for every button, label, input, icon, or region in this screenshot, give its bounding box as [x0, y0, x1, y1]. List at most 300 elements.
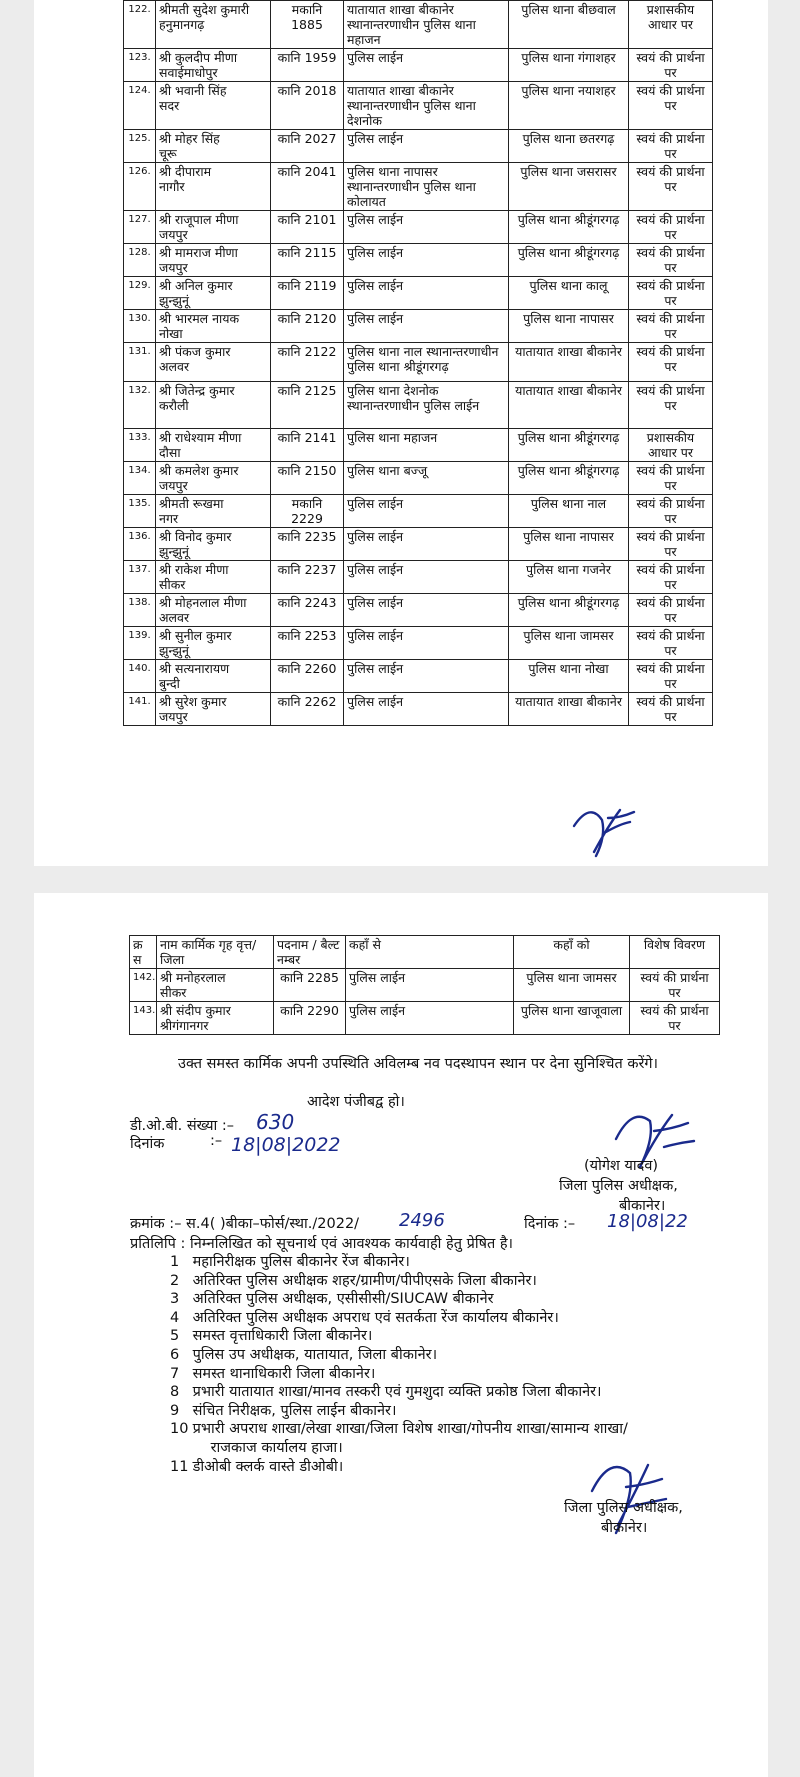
table-row: [124, 528, 713, 561]
personnel-name: श्री विनोद कुमार: [159, 529, 232, 544]
from-location: पुलिस लाईन: [344, 130, 509, 163]
header-to: कहॉं को: [514, 936, 630, 969]
personnel-cell: [156, 462, 271, 495]
personnel-name: श्री मामराज मीणा: [159, 245, 238, 260]
post: कानि: [280, 970, 304, 985]
personnel-name: श्री सत्यनारायण: [159, 661, 230, 676]
personnel-cell: [156, 627, 271, 660]
serial-number: 125.: [124, 130, 156, 163]
remark: स्वयं की प्रार्थना पर: [629, 627, 713, 660]
post: कानि: [277, 245, 301, 260]
post: कानि: [277, 212, 301, 227]
to-location: पुलिस थाना नापासर: [509, 310, 629, 343]
copy-item-number: 11: [170, 1458, 189, 1475]
personnel-name: श्री राजूपाल मीणा: [159, 212, 239, 227]
post-cell: [271, 627, 344, 660]
personnel-name: श्री मोहर सिंह: [159, 131, 220, 146]
serial-number: 122.: [124, 1, 156, 49]
table-row: [124, 660, 713, 693]
copy-item-number: 7: [170, 1365, 180, 1382]
table-row: [124, 495, 713, 528]
home-district: बुन्दी: [159, 676, 180, 691]
to-location: पुलिस थाना नयाशहर: [509, 82, 629, 130]
table-row: [124, 211, 713, 244]
reference-number: 2496: [399, 1210, 445, 1231]
instruction-text: उक्त समस्त कार्मिक अपनी उपस्थिति अविलम्ब नव पदस्थापन स्थान पर देना सुनिश्चित करेंगे।: [178, 1056, 659, 1072]
to-location: पुलिस थाना श्रीडूंगरगढ़: [509, 429, 629, 462]
personnel-cell: [156, 495, 271, 528]
serial-number: 133.: [124, 429, 156, 462]
document-page-1: [34, 0, 768, 866]
post-cell: [274, 1002, 346, 1035]
personnel-cell: [156, 211, 271, 244]
from-location: यातायात शाखा बीकानेर स्थानान्तरणाधीन पुलिस थाना देशनोक: [344, 82, 509, 130]
home-district: सीकर: [159, 577, 186, 592]
copy-item-text: डीओबी क्लर्क वास्ते डीओबी।: [192, 1458, 344, 1475]
post-cell: [271, 693, 344, 726]
table-row: [124, 561, 713, 594]
belt-number: 2115: [304, 245, 337, 260]
remark: स्वयं की प्रार्थना पर: [629, 462, 713, 495]
remark: स्वयं की प्रार्थना पर: [629, 244, 713, 277]
copy-signer-place: बीकानेर।: [601, 1520, 648, 1536]
copy-item-text: समस्त थानाधिकारी जिला बीकानेर।: [192, 1365, 376, 1382]
personnel-cell: [156, 244, 271, 277]
copy-item-text: महानिरीक्षक पुलिस बीकानेर रेंज बीकानेर।: [192, 1254, 410, 1270]
serial-number: 123.: [124, 49, 156, 82]
serial-number: 124.: [124, 82, 156, 130]
personnel-cell: [157, 1002, 274, 1035]
reference-number-label: क्रमांक :– स.4( )बीका–फोर्स/स्था./2022/: [130, 1216, 360, 1232]
remark: स्वयं की प्रार्थना पर: [630, 969, 720, 1002]
dob-label: डी.ओ.बी. संख्या :–: [130, 1118, 235, 1134]
serial-number: 137.: [124, 561, 156, 594]
personnel-name: श्री अनिल कुमार: [159, 278, 233, 293]
post-cell: [271, 660, 344, 693]
personnel-name: श्री राधेश्याम मीणा: [159, 430, 242, 445]
date-label: दिनांक: [130, 1136, 165, 1152]
belt-number: 2229: [291, 511, 323, 526]
post-cell: [271, 528, 344, 561]
copy-item-number: 5: [170, 1328, 180, 1345]
from-location: पुलिस थाना नापासर स्थानान्तरणाधीन पुलिस थाना कोलायत: [344, 163, 509, 211]
table-row: [124, 130, 713, 163]
home-district: झुन्झुनूं: [159, 544, 189, 559]
post: मकानि: [291, 496, 323, 511]
remark: स्वयं की प्रार्थना पर: [629, 343, 713, 382]
from-location: पुलिस थाना नाल स्थानान्तरणाधीन पुलिस थाना श्रीडूंगरगढ़: [344, 343, 509, 382]
copy-item-number: 6: [170, 1347, 180, 1363]
to-location: पुलिस थाना नापासर: [509, 528, 629, 561]
personnel-name: श्री मोहनलाल मीणा: [159, 595, 247, 610]
order-date: 18|08|2022: [231, 1134, 341, 1156]
remark: स्वयं की प्रार्थना पर: [629, 130, 713, 163]
from-location: पुलिस लाईन: [344, 561, 509, 594]
table-row: [124, 627, 713, 660]
serial-number: 128.: [124, 244, 156, 277]
belt-number: 2119: [304, 278, 337, 293]
copy-list-item: [170, 1418, 628, 1438]
from-location: पुलिस लाईन: [344, 495, 509, 528]
copy-signer-title: जिला पुलिस अधीक्षक,: [564, 1500, 683, 1516]
remark: स्वयं की प्रार्थना पर: [629, 49, 713, 82]
to-location: यातायात शाखा बीकानेर: [509, 343, 629, 382]
home-district: नागौर: [159, 179, 185, 194]
to-location: पुलिस थाना नाल: [509, 495, 629, 528]
to-location: पुलिस थाना जामसर: [509, 627, 629, 660]
signature-mark-1: [562, 796, 652, 860]
table-row: [124, 277, 713, 310]
home-district: दौसा: [159, 445, 181, 460]
copy-item-text: अतिरिक्त पुलिस अधीक्षक शहर/ग्रामीण/पीपीएसके जिला बीकानेर।: [192, 1272, 537, 1289]
remark: स्वयं की प्रार्थना पर: [629, 594, 713, 627]
to-location: पुलिस थाना नोखा: [509, 660, 629, 693]
from-location: यातायात शाखा बीकानेर स्थानान्तरणाधीन पुलिस थाना महाजन: [344, 1, 509, 49]
table-row: [124, 82, 713, 130]
personnel-name: श्री सुनील कुमार: [159, 628, 232, 643]
from-location: पुलिस लाईन: [344, 277, 509, 310]
to-location: पुलिस थाना जसरासर: [509, 163, 629, 211]
copy-item-number: 2: [170, 1272, 180, 1289]
personnel-name: श्री भवानी सिंह: [159, 83, 227, 98]
belt-number: 2243: [304, 595, 337, 610]
belt-number: 2290: [307, 1003, 339, 1018]
serial-number: 131.: [124, 343, 156, 382]
copy-item-number: 8: [170, 1384, 180, 1401]
copy-item-text: प्रभारी यातायात शाखा/मानव तस्करी एवं गुमशुदा व्यक्ति प्रकोष्ठ जिला बीकानेर।: [192, 1384, 602, 1401]
post-cell: [271, 211, 344, 244]
table-row: [124, 163, 713, 211]
table-row: [124, 382, 713, 429]
to-location: पुलिस थाना जामसर: [514, 969, 630, 1002]
personnel-name: श्रीमती रूखमा: [159, 496, 224, 511]
serial-number: 126.: [124, 163, 156, 211]
serial-number: 135.: [124, 495, 156, 528]
post-cell: [271, 310, 344, 343]
header-sn: क्र स: [130, 936, 157, 969]
personnel-cell: [156, 277, 271, 310]
serial-number: 139.: [124, 627, 156, 660]
personnel-cell: [156, 82, 271, 130]
belt-number: 2101: [304, 212, 337, 227]
home-district: अलवर: [159, 359, 190, 374]
remark: प्रशासकीय आधार पर: [629, 429, 713, 462]
post-cell: [274, 969, 346, 1002]
post-cell: [271, 277, 344, 310]
home-district: सीकर: [160, 985, 187, 1000]
post: कानि: [277, 628, 301, 643]
to-location: पुलिस थाना श्रीडूंगरगढ़: [509, 244, 629, 277]
table-row: [124, 462, 713, 495]
remark: स्वयं की प्रार्थना पर: [629, 310, 713, 343]
post: कानि: [280, 1003, 304, 1018]
copy-item-text: अतिरिक्त पुलिस अधीक्षक अपराध एवं सतर्कता रेंज कार्यालय बीकानेर।: [192, 1309, 559, 1326]
home-district: जयपुर: [159, 709, 188, 724]
home-district: श्रीगंगानगर: [160, 1018, 209, 1033]
home-district: जयपुर: [159, 227, 188, 242]
personnel-name: श्री मनोहरलाल: [160, 970, 226, 985]
personnel-name: श्री भारमल नायक: [159, 311, 240, 326]
table-row: [124, 343, 713, 382]
copy-item-text: समस्त वृत्ताधिकारी जिला बीकानेर।: [192, 1328, 373, 1345]
from-location: पुलिस लाईन: [344, 49, 509, 82]
home-district: जयपुर: [159, 260, 188, 275]
personnel-cell: [156, 130, 271, 163]
remark: स्वयं की प्रार्थना पर: [629, 660, 713, 693]
serial-number: 142.: [130, 969, 157, 1002]
copy-item-number: 1: [170, 1254, 180, 1270]
to-location: पुलिस थाना गजनेर: [509, 561, 629, 594]
to-location: यातायात शाखा बीकानेर: [509, 382, 629, 429]
post: कानि: [277, 562, 301, 577]
table-row: [124, 310, 713, 343]
personnel-cell: [156, 163, 271, 211]
serial-number: 127.: [124, 211, 156, 244]
post: कानि: [277, 344, 301, 359]
belt-number: 2141: [304, 430, 337, 445]
document-page-2: [34, 893, 768, 1777]
belt-number: 2235: [304, 529, 337, 544]
post: कानि: [277, 311, 301, 326]
belt-number: 2041: [304, 164, 337, 179]
post-cell: [271, 244, 344, 277]
home-district: चूरू: [159, 146, 177, 161]
home-district: जयपुर: [159, 478, 188, 493]
copy-list-item: [170, 1307, 559, 1327]
serial-number: 138.: [124, 594, 156, 627]
personnel-name: श्री संदीप कुमार: [160, 1003, 231, 1018]
home-district: करौली: [159, 398, 189, 413]
post: मकानि: [291, 2, 323, 17]
header-post: पदनाम / बैल्ट नम्बर: [274, 936, 346, 969]
belt-number: 2262: [304, 694, 337, 709]
post-cell: [271, 130, 344, 163]
remark: स्वयं की प्रार्थना पर: [629, 382, 713, 429]
home-district: अलवर: [159, 610, 190, 625]
post-cell: [271, 1, 344, 49]
from-location: पुलिस लाईन: [344, 693, 509, 726]
belt-number: 2018: [304, 83, 337, 98]
post: कानि: [277, 278, 301, 293]
post-cell: [271, 343, 344, 382]
copy-list-item: [170, 1363, 375, 1383]
belt-number: 2125: [304, 383, 337, 398]
remark: स्वयं की प्रार्थना पर: [630, 1002, 720, 1035]
table-row: [124, 693, 713, 726]
post-cell: [271, 82, 344, 130]
serial-number: 130.: [124, 310, 156, 343]
header-remark: विशेष विवरण: [630, 936, 720, 969]
personnel-cell: [156, 693, 271, 726]
post-cell: [271, 163, 344, 211]
personnel-name: श्री कुलदीप मीणा: [159, 50, 238, 65]
belt-number: 2237: [304, 562, 337, 577]
copy-item-text: प्रभारी अपराध शाखा/लेखा शाखा/जिला विशेष शाखा/गोपनीय शाखा/सामान्य शाखा/: [192, 1421, 628, 1438]
post: कानि: [277, 83, 301, 98]
post: कानि: [277, 164, 301, 179]
copy-item-text: राजकाज कार्यालय हाजा।: [210, 1440, 343, 1456]
home-district: नगर: [159, 511, 179, 526]
to-location: यातायात शाखा बीकानेर: [509, 693, 629, 726]
post-cell: [271, 594, 344, 627]
home-district: झुन्झुनूं: [159, 643, 189, 658]
post: कानि: [277, 694, 301, 709]
personnel-cell: [156, 49, 271, 82]
from-location: पुलिस लाईन: [346, 969, 514, 1002]
remark: प्रशासकीय आधार पर: [629, 1, 713, 49]
from-location: पुलिस थाना महाजन: [344, 429, 509, 462]
copy-list-item: [170, 1381, 602, 1401]
to-location: पुलिस थाना श्रीडूंगरगढ़: [509, 462, 629, 495]
serial-number: 140.: [124, 660, 156, 693]
to-location: पुलिस थाना श्रीडूंगरगढ़: [509, 594, 629, 627]
belt-number: 2260: [304, 661, 337, 676]
remark: स्वयं की प्रार्थना पर: [629, 211, 713, 244]
copy-list-item: [188, 1437, 343, 1457]
personnel-cell: [156, 528, 271, 561]
to-location: पुलिस थाना बीछवाल: [509, 1, 629, 49]
to-location: पुलिस थाना छतरगढ़: [509, 130, 629, 163]
register-note: आदेश पंजीबद्व हो।: [307, 1094, 405, 1110]
copy-list-item: [170, 1251, 410, 1271]
from-location: पुलिस लाईन: [344, 244, 509, 277]
copy-list-item: [170, 1325, 372, 1345]
personnel-cell: [156, 310, 271, 343]
personnel-name: श्री कमलेश कुमार: [159, 463, 239, 478]
from-location: पुलिस लाईन: [344, 594, 509, 627]
remark: स्वयं की प्रार्थना पर: [629, 693, 713, 726]
serial-number: 134.: [124, 462, 156, 495]
remark: स्वयं की प्रार्थना पर: [629, 495, 713, 528]
from-location: पुलिस लाईन: [344, 660, 509, 693]
personnel-cell: [156, 429, 271, 462]
post-cell: [271, 462, 344, 495]
personnel-name: श्रीमती सुदेश कुमारी: [159, 2, 250, 17]
copy-list-item: [170, 1456, 343, 1476]
remark: स्वयं की प्रार्थना पर: [629, 82, 713, 130]
personnel-name: श्री जितेन्द्र कुमार: [159, 383, 235, 398]
serial-number: 143.: [130, 1002, 157, 1035]
from-location: पुलिस लाईन: [346, 1002, 514, 1035]
personnel-name: श्री राकेश मीणा: [159, 562, 229, 577]
belt-number: 2027: [304, 131, 337, 146]
home-district: हनुमानगढ़: [159, 17, 205, 32]
reference-date-label: दिनांक :–: [524, 1216, 576, 1232]
remark: स्वयं की प्रार्थना पर: [629, 528, 713, 561]
belt-number: 1959: [304, 50, 337, 65]
home-district: नोखा: [159, 326, 183, 341]
to-location: पुलिस थाना श्रीडूंगरगढ़: [509, 211, 629, 244]
copy-item-text: अतिरिक्त पुलिस अधीक्षक, एसीसीसी/SIUCAW बीकानेर: [192, 1291, 494, 1308]
from-location: पुलिस थाना बज्जू: [344, 462, 509, 495]
belt-number: 2253: [304, 628, 337, 643]
post: कानि: [277, 383, 301, 398]
date-separator: :–: [210, 1133, 223, 1149]
to-location: पुलिस थाना कालू: [509, 277, 629, 310]
copy-item-number: 4: [170, 1309, 180, 1326]
personnel-cell: [156, 382, 271, 429]
serial-number: 132.: [124, 382, 156, 429]
belt-number: 2120: [304, 311, 337, 326]
copy-list-item: [170, 1400, 396, 1420]
reference-date: 18|08|22: [607, 1211, 688, 1232]
table-row: [124, 49, 713, 82]
remark: स्वयं की प्रार्थना पर: [629, 277, 713, 310]
signer-place: बीकानेर।: [619, 1198, 666, 1214]
remark: स्वयं की प्रार्थना पर: [629, 163, 713, 211]
home-district: सदर: [159, 98, 180, 113]
personnel-cell: [156, 660, 271, 693]
copy-item-text: संचित निरीक्षक, पुलिस लाईन बीकानेर।: [192, 1402, 397, 1419]
table-row: [124, 1, 713, 49]
post: कानि: [277, 529, 301, 544]
signer-title: जिला पुलिस अधीक्षक,: [559, 1178, 678, 1194]
serial-number: 141.: [124, 693, 156, 726]
table-row: [124, 429, 713, 462]
table-row: [124, 244, 713, 277]
post: कानि: [277, 50, 301, 65]
copy-list-item: [170, 1288, 494, 1308]
copy-list-item: [170, 1270, 537, 1290]
signer-name: (योगेश यादव): [584, 1158, 659, 1174]
to-location: पुलिस थाना गंगाशहर: [509, 49, 629, 82]
personnel-name: श्री सुरेश कुमार: [159, 694, 227, 709]
post: कानि: [277, 463, 301, 478]
table-header-row: [130, 936, 720, 969]
home-district: सवाईमाधोपुर: [159, 65, 218, 80]
from-location: पुलिस लाईन: [344, 310, 509, 343]
post: कानि: [277, 131, 301, 146]
table-row: [130, 969, 720, 1002]
copy-item-number: 3: [170, 1291, 180, 1308]
post-cell: [271, 429, 344, 462]
post: कानि: [277, 430, 301, 445]
personnel-cell: [156, 561, 271, 594]
home-district: झुन्झुनूं: [159, 293, 189, 308]
serial-number: 136.: [124, 528, 156, 561]
transfer-table-1: [123, 0, 713, 726]
belt-number: 2285: [307, 970, 339, 985]
belt-number: 2150: [304, 463, 337, 478]
to-location: पुलिस थाना खाजूवाला: [514, 1002, 630, 1035]
post-cell: [271, 561, 344, 594]
belt-number: 2122: [304, 344, 337, 359]
post-cell: [271, 49, 344, 82]
personnel-cell: [156, 343, 271, 382]
copy-item-number: 9: [170, 1402, 180, 1419]
table-row: [124, 594, 713, 627]
from-location: पुलिस थाना देशनोक स्थानान्तरणाधीन पुलिस लाईन: [344, 382, 509, 429]
personnel-cell: [156, 1, 271, 49]
personnel-cell: [157, 969, 274, 1002]
post-cell: [271, 382, 344, 429]
table-row: [130, 1002, 720, 1035]
post-cell: [271, 495, 344, 528]
dob-number: 630: [256, 1110, 295, 1134]
copy-list-item: [170, 1344, 437, 1364]
from-location: पुलिस लाईन: [344, 528, 509, 561]
post: कानि: [277, 661, 301, 676]
personnel-cell: [156, 594, 271, 627]
post: कानि: [277, 595, 301, 610]
from-location: पुलिस लाईन: [344, 627, 509, 660]
serial-number: 129.: [124, 277, 156, 310]
transfer-table-2: [129, 935, 720, 1035]
remark: स्वयं की प्रार्थना पर: [629, 561, 713, 594]
belt-number: 1885: [291, 17, 323, 32]
personnel-name: श्री दीपाराम: [159, 164, 212, 179]
copy-intro: प्रतिलिपि : निम्नलिखित को सूचनार्थ एवं आवश्यक कार्यवाही हेतु प्रेषित है।: [130, 1236, 514, 1252]
